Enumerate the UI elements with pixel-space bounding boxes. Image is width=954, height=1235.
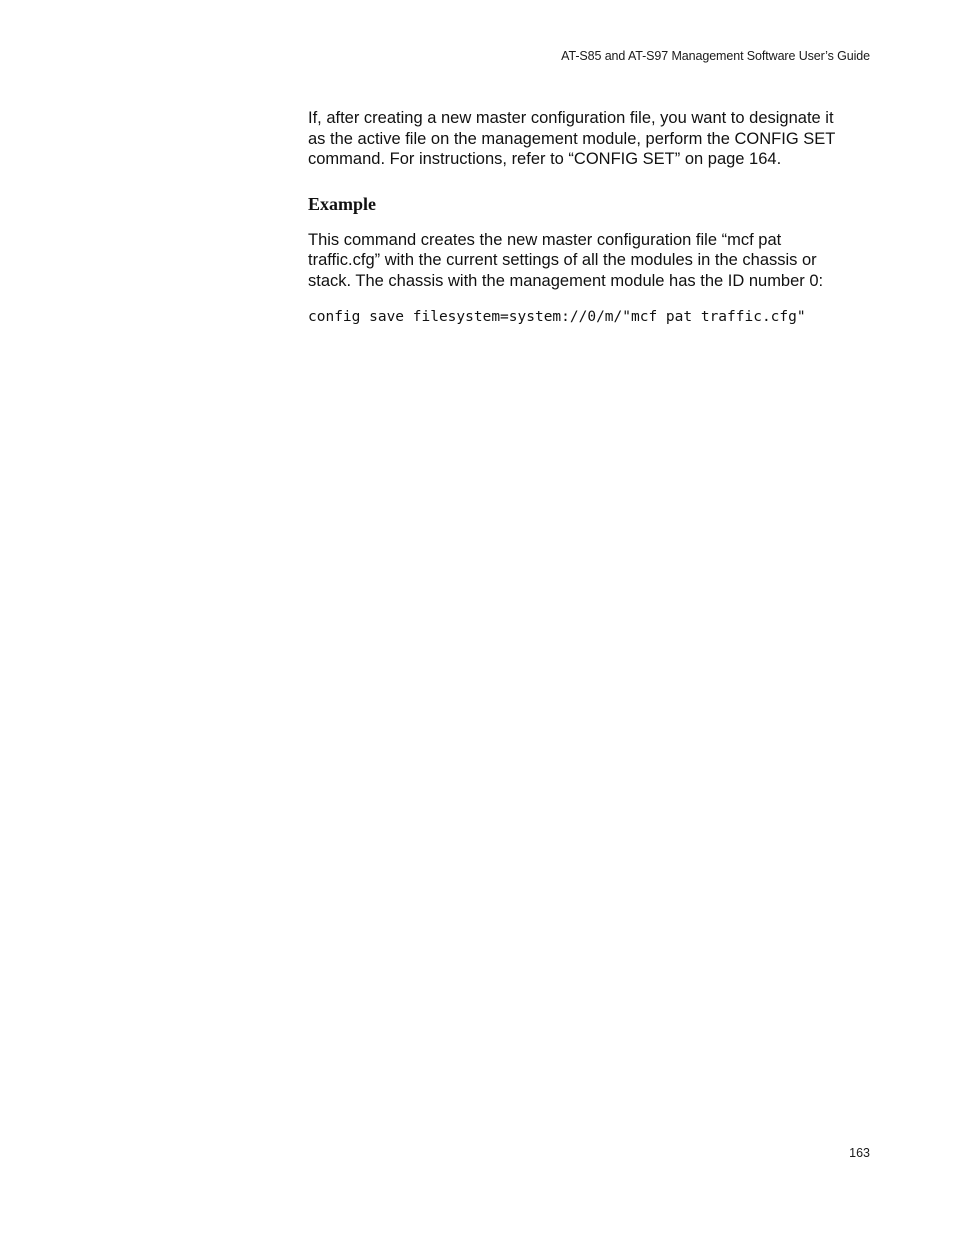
example-heading: Example [308, 193, 377, 214]
example-line: stack. The chassis with the management module has the ID number 0: [308, 271, 824, 290]
command-example-code: config save filesystem=system://0/m/"mcf pat traffic.cfg" [308, 309, 806, 325]
running-header: AT-S85 and AT-S97 Management Software User’s Guide [561, 49, 870, 63]
page-content [308, 108, 878, 327]
intro-line: as the active file on the management module, perform the CONFIG SET [308, 129, 836, 148]
intro-line: If, after creating a new master configuration file, you want to designate it [308, 109, 834, 127]
example-line: traffic.cfg” with the current settings of all the modules in the chassis or [308, 251, 817, 269]
example-paragraph [308, 230, 878, 292]
page-number: 163 [849, 1146, 870, 1160]
example-line: This command creates the new master configuration file “mcf pat [308, 230, 782, 249]
intro-paragraph [308, 108, 878, 170]
intro-line: command. For instructions, refer to “CONFIG SET” on page 164. [308, 150, 782, 168]
